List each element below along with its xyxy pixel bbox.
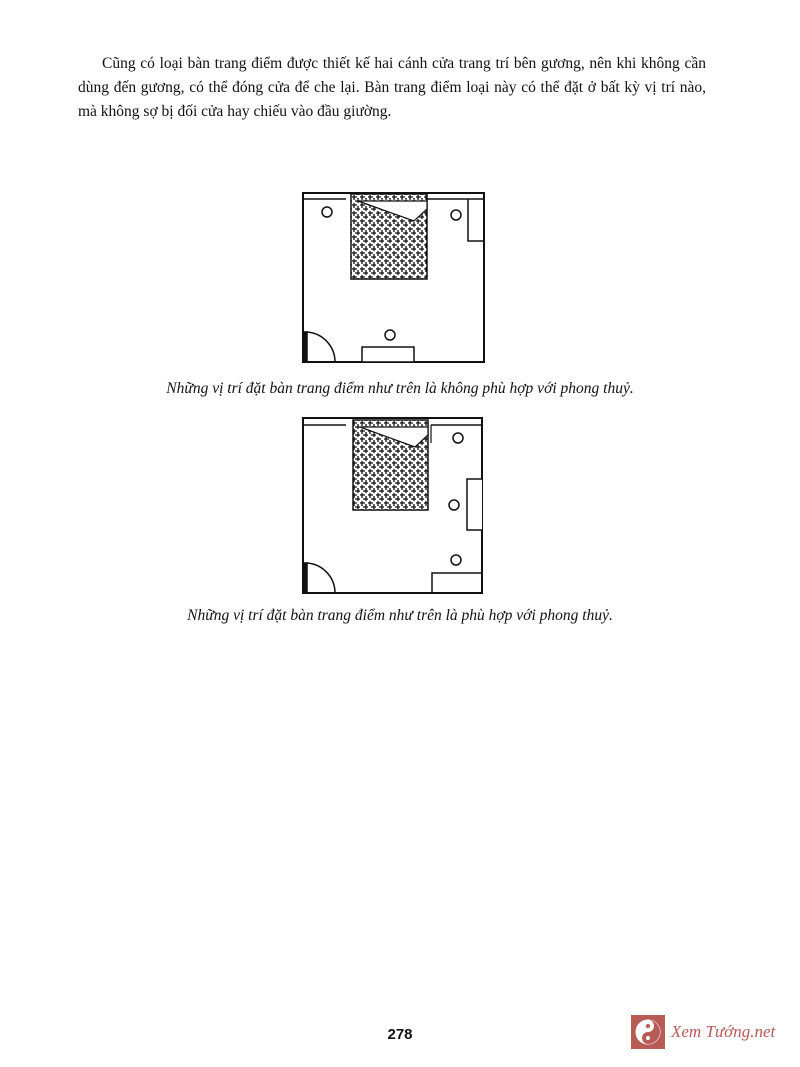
cabinet	[432, 573, 482, 593]
floor-plan-unsuitable	[296, 187, 488, 363]
floor-plan-suitable	[296, 413, 488, 594]
watermark	[631, 1012, 775, 1052]
dressing-table	[362, 347, 414, 362]
watermark-text: Xem Tướng.net	[671, 1022, 776, 1041]
bedside-lamp-right	[453, 433, 463, 443]
figure-caption-2: Những vị trí đặt bàn trang điểm như trên là phù hợp với phong thuỷ.	[187, 607, 613, 624]
page-number: 278	[387, 1026, 413, 1043]
stool-circle	[385, 330, 395, 340]
door-swing	[303, 563, 335, 593]
dressing-table	[467, 479, 482, 530]
body-paragraph: Cũng có loại bàn trang điểm được thiết kế hai cánh cửa trang trí bên gương, nên khi không cần dùng đến gương, có thể đóng cửa để che lại. Bàn trang điểm loại này có thể đặt ở bất kỳ vị trí nào, mà không sợ bị đối cửa hay chiếu vào đầu giường.	[78, 55, 706, 120]
bedside-lamp-right	[451, 210, 461, 220]
yin-yang-icon	[631, 1015, 665, 1049]
wardrobe	[468, 199, 484, 241]
stool-circle-lower	[451, 555, 461, 565]
door-swing	[303, 332, 335, 362]
stool-circle-middle	[449, 500, 459, 510]
figure-caption-1: Những vị trí đặt bàn trang điểm như trên là không phù hợp với phong thuỷ.	[166, 380, 634, 397]
bedside-lamp-left	[322, 207, 332, 217]
